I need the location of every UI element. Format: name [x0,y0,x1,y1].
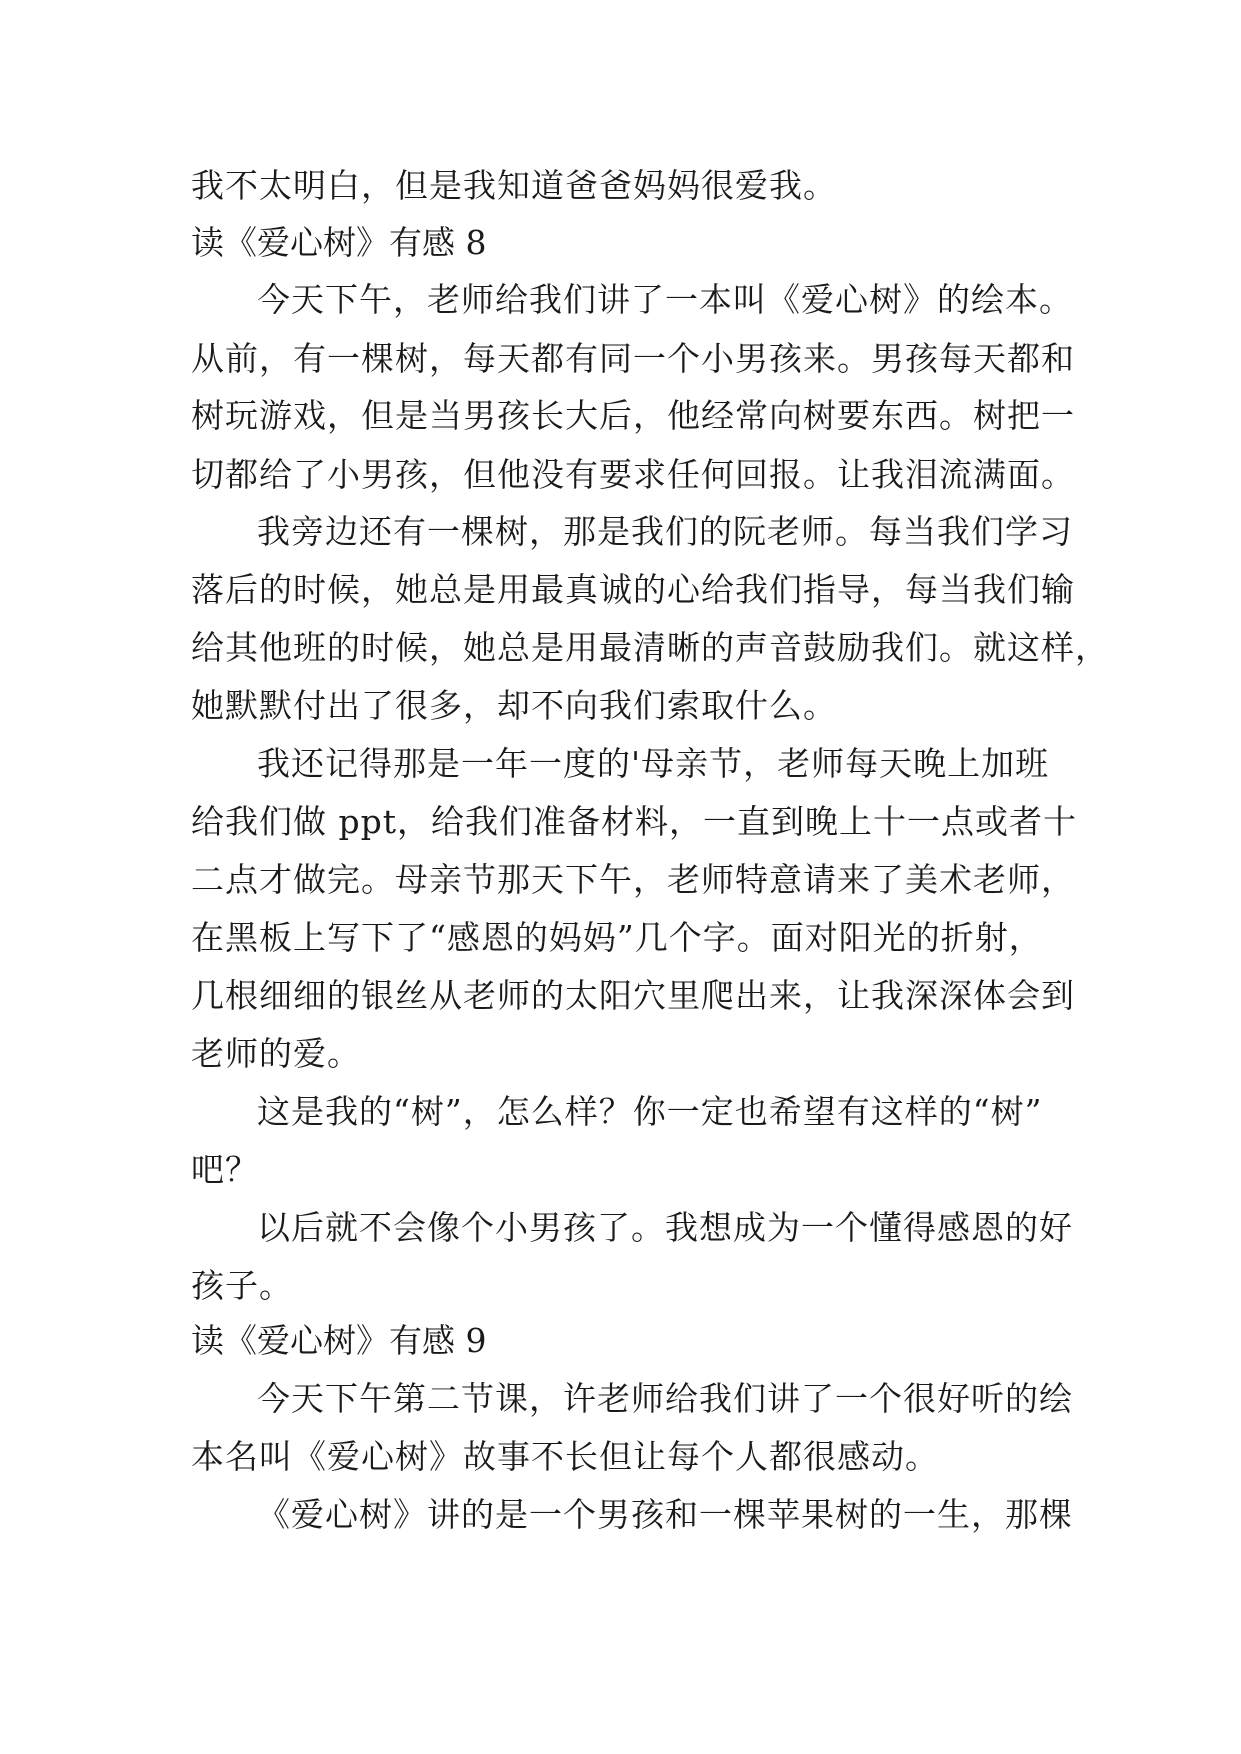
paragraph-line: 老师的爱。 [191,1034,361,1073]
paragraph-line: 给其他班的时候，她总是用最清晰的声音鼓励我们。就这样， [191,628,1109,667]
paragraph-line: 二点才做完。母亲节那天下午，老师特意请来了美术老师， [191,860,1075,899]
paragraph-line: 本名叫《爱心树》故事不长但让每个人都很感动。 [191,1437,939,1476]
paragraph-line: 吧？ [191,1150,259,1189]
section-heading: 读《爱心树》有感 8 [191,223,487,262]
section-heading: 读《爱心树》有感 9 [191,1321,487,1360]
paragraph-line: 给我们做 ppt，给我们准备材料，一直到晚上十一点或者十 [191,802,1077,841]
paragraph-line: 这是我的“树”，怎么样？你一定也希望有这样的“树” [257,1092,1043,1131]
paragraph-line: 孩子。 [191,1266,293,1305]
paragraph-line: 树玩游戏，但是当男孩长大后，他经常向树要东西。树把一 [191,396,1075,435]
paragraph-line: 以后就不会像个小男孩了。我想成为一个懂得感恩的好 [257,1208,1073,1247]
paragraph-line: 切都给了小男孩，但他没有要求任何回报。让我泪流满面。 [191,455,1075,494]
paragraph-line: 《爱心树》讲的是一个男孩和一棵苹果树的一生，那棵 [257,1495,1073,1534]
paragraph-line: 几根细细的银丝从老师的太阳穴里爬出来，让我深深体会到 [191,976,1075,1015]
paragraph-line: 今天下午第二节课，许老师给我们讲了一个很好听的绘 [257,1379,1073,1418]
paragraph-line: 我还记得那是一年一度的'母亲节，老师每天晚上加班 [257,744,1050,783]
paragraph-line: 她默默付出了很多，却不向我们索取什么。 [191,686,837,725]
paragraph-line: 我旁边还有一棵树，那是我们的阮老师。每当我们学习 [257,512,1073,551]
paragraph-line: 今天下午，老师给我们讲了一本叫《爱心树》的绘本。 [257,280,1073,319]
paragraph-line: 我不太明白，但是我知道爸爸妈妈很爱我。 [191,166,837,205]
paragraph-line: 落后的时候，她总是用最真诚的心给我们指导，每当我们输 [191,570,1075,609]
paragraph-line: 在黑板上写下了“感恩的妈妈”几个字。面对阳光的折射， [191,918,1043,957]
paragraph-line: 从前，有一棵树，每天都有同一个小男孩来。男孩每天都和 [191,339,1075,378]
